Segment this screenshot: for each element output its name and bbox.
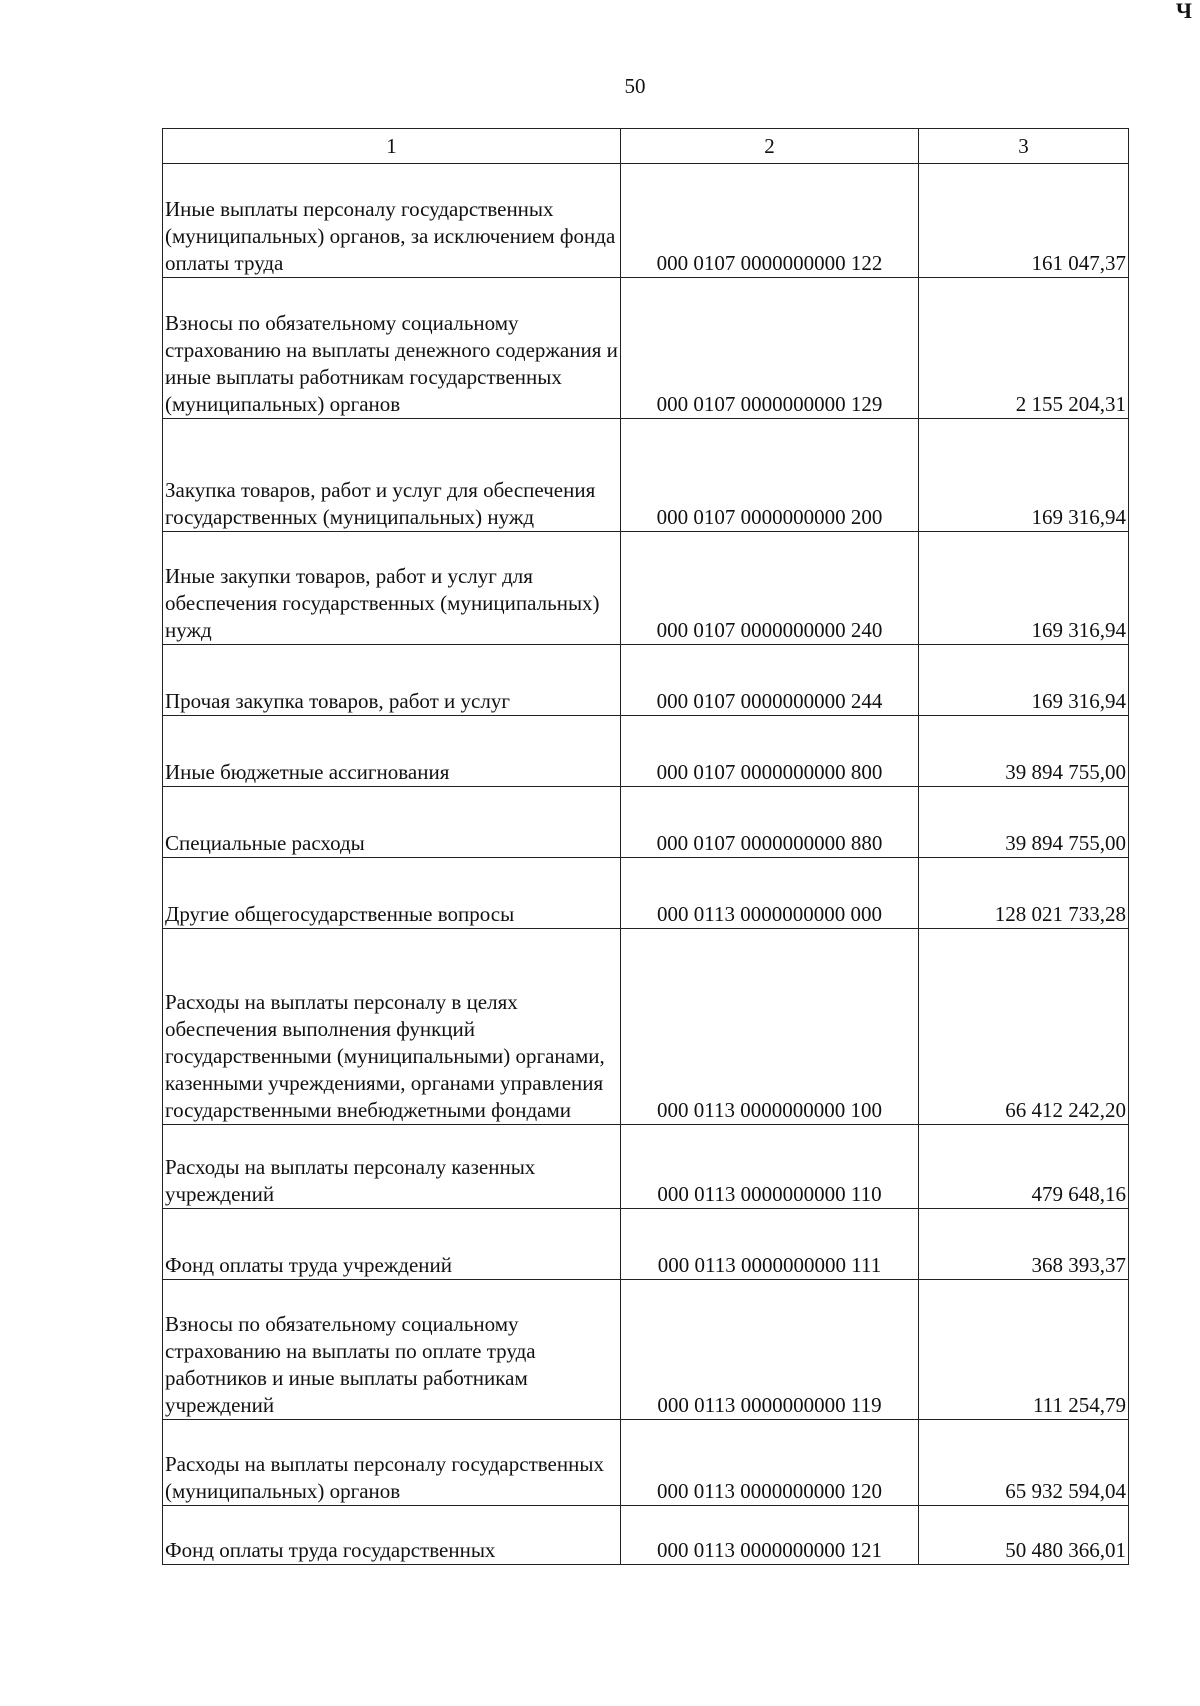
row-code: 000 0113 0000000000 120 bbox=[621, 1420, 919, 1506]
table-row bbox=[163, 1280, 1129, 1420]
row-code: 000 0107 0000000000 240 bbox=[621, 532, 919, 645]
row-amount: 39 894 755,00 bbox=[919, 787, 1129, 858]
row-name: Расходы на выплаты персоналу в целях обеспечения выполнения функций государственными (муниципальными) органами, казенными учреждениями, органами управления государственными внебюджетными фондами bbox=[163, 929, 621, 1125]
table-row bbox=[163, 929, 1129, 1125]
table-header-row bbox=[163, 129, 1129, 164]
row-amount: 50 480 366,01 bbox=[919, 1506, 1129, 1565]
row-code: 000 0107 0000000000 880 bbox=[621, 787, 919, 858]
row-amount: 368 393,37 bbox=[919, 1209, 1129, 1280]
row-name: Расходы на выплаты персоналу государственных (муниципальных) органов bbox=[163, 1420, 621, 1506]
row-code: 000 0113 0000000000 121 bbox=[621, 1506, 919, 1565]
row-name: Иные закупки товаров, работ и услуг для обеспечения государственных (муниципальных) нужд bbox=[163, 532, 621, 645]
table-row bbox=[163, 278, 1129, 419]
row-code: 000 0107 0000000000 244 bbox=[621, 645, 919, 716]
row-name: Расходы на выплаты персоналу казенных учреждений bbox=[163, 1125, 621, 1209]
row-code: 000 0113 0000000000 111 bbox=[621, 1209, 919, 1280]
table-row bbox=[163, 716, 1129, 787]
row-amount: 169 316,94 bbox=[919, 645, 1129, 716]
page-number: 50 bbox=[624, 74, 646, 98]
row-name: Прочая закупка товаров, работ и услуг bbox=[163, 645, 621, 716]
row-amount: 2 155 204,31 bbox=[919, 278, 1129, 419]
corner-mark: Ч bbox=[1175, 0, 1192, 23]
table-row bbox=[163, 419, 1129, 532]
row-code: 000 0107 0000000000 122 bbox=[621, 164, 919, 278]
table-row bbox=[163, 1125, 1129, 1209]
row-name: Другие общегосударственные вопросы bbox=[163, 858, 621, 929]
header-cell-3: 3 bbox=[919, 129, 1129, 164]
table-row bbox=[163, 532, 1129, 645]
table-row bbox=[163, 1506, 1129, 1565]
row-name: Взносы по обязательному социальному страхованию на выплаты денежного содержания и иные выплаты работникам государственных (муниципальных) органов bbox=[163, 278, 621, 419]
row-name: Закупка товаров, работ и услуг для обеспечения государственных (муниципальных) нужд bbox=[163, 419, 621, 532]
row-code: 000 0113 0000000000 119 bbox=[621, 1280, 919, 1420]
row-amount: 161 047,37 bbox=[919, 164, 1129, 278]
budget-table bbox=[162, 128, 1129, 1565]
row-amount: 169 316,94 bbox=[919, 419, 1129, 532]
row-amount: 65 932 594,04 bbox=[919, 1420, 1129, 1506]
table-row bbox=[163, 1420, 1129, 1506]
row-code: 000 0107 0000000000 129 bbox=[621, 278, 919, 419]
table-row bbox=[163, 787, 1129, 858]
row-code: 000 0113 0000000000 000 bbox=[621, 858, 919, 929]
row-name: Специальные расходы bbox=[163, 787, 621, 858]
table-row bbox=[163, 1209, 1129, 1280]
row-name: Иные выплаты персоналу государственных (муниципальных) органов, за исключением фонда оплаты труда bbox=[163, 164, 621, 278]
row-amount: 39 894 755,00 bbox=[919, 716, 1129, 787]
table-row bbox=[163, 645, 1129, 716]
row-name: Фонд оплаты труда учреждений bbox=[163, 1209, 621, 1280]
row-amount: 479 648,16 bbox=[919, 1125, 1129, 1209]
table-row bbox=[163, 164, 1129, 278]
row-code: 000 0113 0000000000 110 bbox=[621, 1125, 919, 1209]
row-code: 000 0107 0000000000 800 bbox=[621, 716, 919, 787]
row-name: Иные бюджетные ассигнования bbox=[163, 716, 621, 787]
header-cell-1: 1 bbox=[163, 129, 621, 164]
table-row bbox=[163, 858, 1129, 929]
row-code: 000 0113 0000000000 100 bbox=[621, 929, 919, 1125]
row-amount: 128 021 733,28 bbox=[919, 858, 1129, 929]
row-code: 000 0107 0000000000 200 bbox=[621, 419, 919, 532]
row-name: Взносы по обязательному социальному страхованию на выплаты по оплате труда работников и иные выплаты работникам учреждений bbox=[163, 1280, 621, 1420]
row-amount: 66 412 242,20 bbox=[919, 929, 1129, 1125]
row-name: Фонд оплаты труда государственных bbox=[163, 1506, 621, 1565]
row-amount: 111 254,79 bbox=[919, 1280, 1129, 1420]
row-amount: 169 316,94 bbox=[919, 532, 1129, 645]
header-cell-2: 2 bbox=[621, 129, 919, 164]
